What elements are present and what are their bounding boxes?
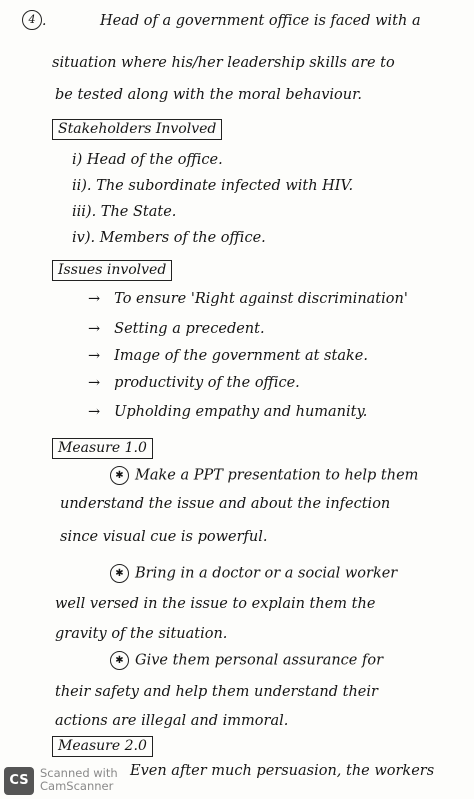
measure-1-line: [110, 651, 383, 670]
measure-1-line: [110, 564, 397, 583]
measure-1-line: understand the issue and about the infection: [60, 496, 391, 512]
issue-text: To ensure 'Right against discrimination': [114, 291, 408, 307]
measure-2-heading: Measure 2.0: [52, 736, 153, 757]
stakeholder-num: i): [72, 152, 83, 168]
measure-1-heading: Measure 1.0: [52, 438, 153, 459]
stakeholder-item: [72, 179, 353, 194]
issue-text: Image of the government at stake.: [114, 348, 368, 364]
watermark-line-1: Scanned with: [40, 766, 118, 780]
measure-1-line: their safety and help them understand their: [55, 684, 378, 700]
issue-item: [88, 322, 265, 337]
measure-2-line: Even after much persuasion, the workers: [130, 763, 435, 779]
stakeholder-num: ii).: [72, 178, 92, 194]
arrow-right-icon: →: [88, 375, 101, 391]
measure-1-line: [110, 466, 418, 485]
stakeholder-text: Head of the office.: [86, 152, 223, 168]
issue-item: [88, 292, 408, 307]
star-bullet-icon: ✱: [110, 466, 129, 485]
measure-1-text: Give them personal assurance for: [135, 652, 384, 669]
arrow-right-icon: →: [88, 321, 101, 337]
measure-1-line: gravity of the situation.: [55, 626, 228, 642]
stakeholder-text: The State.: [100, 204, 177, 220]
issue-text: Setting a precedent.: [114, 321, 265, 337]
measure-1-line: well versed in the issue to explain them the: [55, 596, 376, 612]
stakeholder-text: The subordinate infected with HIV.: [96, 178, 354, 194]
measure-1-line: since visual cue is powerful.: [60, 529, 268, 545]
stakeholders-heading: Stakeholders Involved: [52, 119, 222, 140]
badge-dot: ·: [42, 17, 47, 33]
question-number-badge: 4: [22, 10, 42, 30]
issue-item: [88, 376, 300, 391]
issue-item: [88, 405, 367, 420]
intro-line-1: Head of a government office is faced with a: [100, 13, 421, 29]
stakeholder-item: [72, 205, 176, 220]
issues-heading: Issues involved: [52, 260, 172, 281]
arrow-right-icon: →: [88, 291, 101, 307]
camscanner-logo: CS: [4, 767, 34, 795]
arrow-right-icon: →: [88, 348, 101, 364]
stakeholder-text: Members of the office.: [99, 230, 266, 246]
star-bullet-icon: ✱: [110, 651, 129, 670]
issue-text: productivity of the office.: [114, 375, 300, 391]
measure-1-text: Bring in a doctor or a social worker: [135, 565, 398, 582]
watermark-line-2: CamScanner: [40, 779, 114, 793]
arrow-right-icon: →: [88, 404, 101, 420]
measure-1-text: Make a PPT presentation to help them: [135, 467, 419, 484]
star-bullet-icon: ✱: [110, 564, 129, 583]
stakeholder-item: [72, 153, 223, 168]
issue-text: Upholding empathy and humanity.: [114, 404, 368, 420]
intro-line-2: situation where his/her leadership skills are to: [52, 55, 395, 71]
stakeholder-num: iii).: [72, 204, 97, 220]
stakeholder-num: iv).: [72, 230, 96, 246]
measure-1-line: actions are illegal and immoral.: [55, 713, 289, 729]
stakeholder-item: [72, 231, 266, 246]
issue-item: [88, 349, 368, 364]
intro-line-3: be tested along with the moral behaviour.: [55, 87, 363, 103]
camscanner-watermark: [40, 767, 118, 793]
